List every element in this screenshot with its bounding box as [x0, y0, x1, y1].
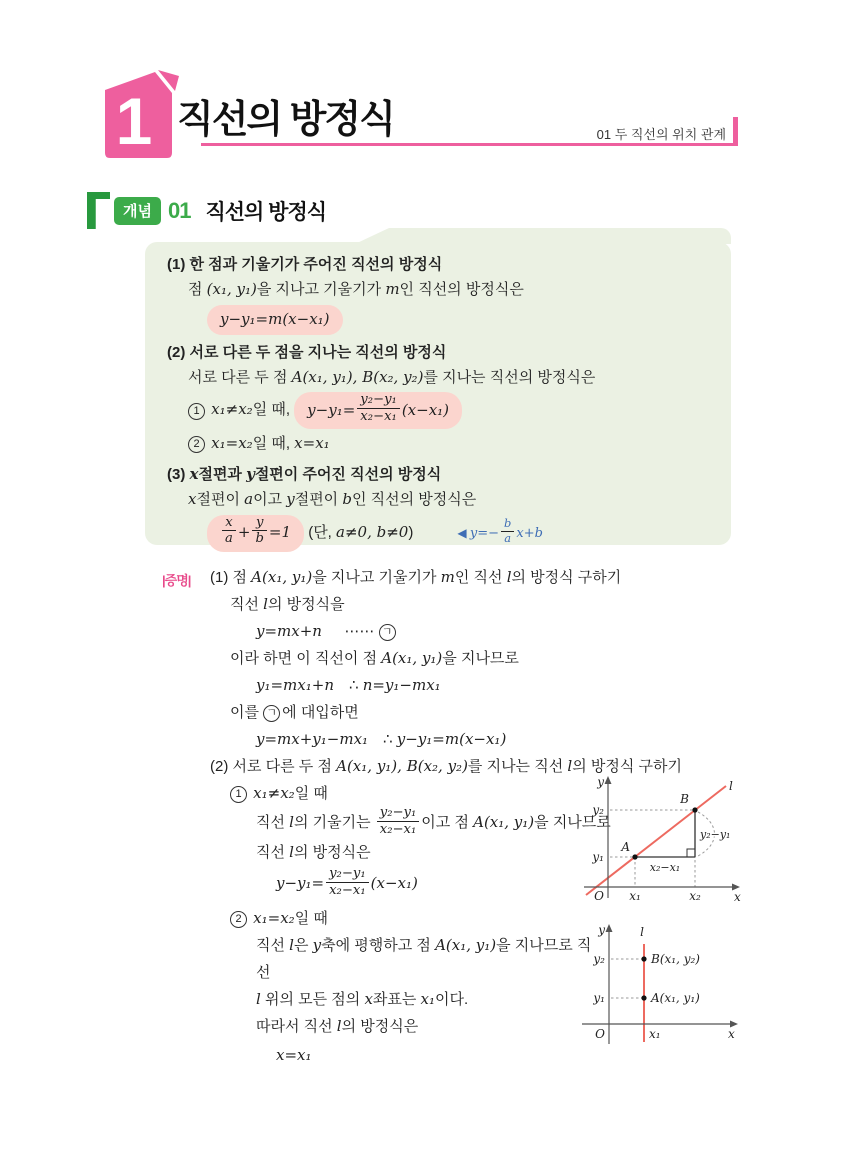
- x2-label: x₂: [689, 889, 701, 903]
- concept-number: 01: [167, 198, 191, 223]
- y2-label: y₂: [593, 952, 605, 966]
- text-line: y=mx+n ⋯⋯ ㄱ: [210, 618, 770, 645]
- math: l: [567, 757, 573, 775]
- text-line: (2) 서로 다른 두 점 A(x₁, y₁), B(x₂, y₂)를 지나는 직선 l의 방정식 구하기: [210, 757, 682, 775]
- math: x₁=x₂: [211, 433, 253, 452]
- math: l: [289, 936, 294, 955]
- text-line: (1) 점 A(x₁, y₁)을 지나고 기울기가 m인 직선 l의 방정식 구하기: [210, 568, 622, 586]
- math: l: [289, 813, 294, 832]
- origin-label: O: [594, 889, 604, 903]
- side-note: ◀ y=− $\frac{b}{a}$ x+b: [457, 516, 543, 545]
- concept-title: 직선의 방정식: [205, 201, 327, 224]
- text-line: y₁=mx₁+n ∴ n=y₁−mx₁: [256, 676, 441, 694]
- math: x: [188, 490, 197, 509]
- point-A: [641, 995, 646, 1000]
- text-line: 직선 l의 방정식은: [256, 843, 371, 862]
- math: $\frac{x}{a}$ + $\frac{y}{b}$ =1: [220, 523, 291, 541]
- y-axis-arrow: [605, 776, 612, 784]
- text-line: 1 x₁≠x₂일 때, y−y₁= $\frac{\text{y₂−y₁}}{\text{x₂−x₁}}$ (x−x₁): [167, 392, 707, 428]
- y1-label: y₁: [592, 850, 604, 864]
- text-line: l 위의 모든 점의 x좌표는 x₁이다.: [256, 990, 469, 1009]
- fraction: $\frac{\text{y₂−y₁}}{\text{x₂−x₁}}$: [326, 866, 369, 898]
- header-divider-line: [201, 143, 733, 146]
- math: y−y₁=m(x−x₁): [220, 309, 330, 328]
- point-B-label: B: [680, 792, 689, 806]
- point-A-label: A: [621, 840, 630, 854]
- x-axis-label: x: [734, 890, 741, 904]
- highlighted-formula: [207, 515, 304, 552]
- y2-label: y₂: [592, 803, 604, 817]
- text-line: 점 (x₁, y₁)을 지나고 기울기가 m인 직선의 방정식은: [188, 280, 524, 299]
- text-line: (2) 서로 다른 두 점을 지나는 직선의 방정식: [167, 343, 447, 361]
- text-line: 직선 l의 기울기는 $\frac{\text{y₂−y₁}}{\text{x₂−x₁}}$ 이고 점 A(x₁, y₁)을 지나므로: [256, 805, 611, 837]
- text-line: 2 x₁=x₂일 때: [210, 905, 770, 932]
- math: x₁≠x₂: [253, 784, 295, 802]
- fraction: $\frac{x}{a}$: [222, 515, 236, 547]
- math: b: [342, 490, 352, 509]
- section-reference: 01 두 직선의 위치 관계: [596, 127, 726, 142]
- circled-marker: 1: [188, 403, 205, 420]
- math: x₁: [420, 990, 436, 1009]
- text-line: 직선 l은 y축에 평행하고 점 A(x₁, y₁)을 지나므로 직선: [256, 936, 592, 982]
- delta-x-label: x₂−x₁: [649, 861, 681, 874]
- math: x: [189, 464, 199, 483]
- concept-bracket-icon: [87, 192, 110, 229]
- point-A-label: A(x₁, y₁): [651, 991, 700, 1005]
- text-line: (1) 한 점과 기울기가 주어진 직선의 방정식: [167, 256, 443, 273]
- math: m: [385, 280, 400, 299]
- dashed-guides: [611, 959, 644, 998]
- x1-label: x₁: [629, 889, 641, 903]
- chapter-number: 1: [115, 84, 153, 158]
- math: (x₁, y₁): [206, 280, 257, 299]
- y-axis-arrow: [606, 924, 613, 932]
- math: A(x₁, y₁): [381, 649, 443, 667]
- text-line: 2 x₁=x₂일 때, x=x₁: [167, 431, 707, 456]
- text-line: [167, 305, 707, 335]
- chapter-number-badge: [92, 66, 189, 161]
- text-line: 이를 ㄱ 에 대입하면: [230, 704, 359, 721]
- math: a: [244, 490, 254, 509]
- circled-marker: 1: [230, 786, 247, 803]
- y-axis-label: y: [598, 923, 605, 937]
- circled-marker: 2: [188, 436, 205, 453]
- math: [375, 805, 422, 837]
- line-l-label: l: [640, 925, 644, 939]
- y-axis-label: y: [597, 775, 604, 789]
- y1-label: y₁: [593, 991, 605, 1005]
- math: x=x₁: [276, 1046, 312, 1065]
- math: y−y₁= $\frac{\text{y₂−y₁}}{\text{x₂−x₁}}$ (x−x₁): [307, 392, 450, 425]
- text-line: y=mx+y₁−mx₁ ∴ y−y₁=m(x−x₁): [256, 730, 507, 748]
- text-line: 따라서 직선 l의 방정식은: [256, 1017, 419, 1036]
- math: l: [263, 595, 268, 613]
- x-axis-label: x: [728, 1027, 735, 1041]
- point-B-label: B(x₁, y₂): [651, 952, 700, 966]
- math: y₁=mx₁+n: [256, 676, 334, 694]
- math: y−y₁= $\frac{\text{y₂−y₁}}{\text{x₂−x₁}}$ (x−x₁): [276, 866, 418, 898]
- graph-vertical-line: [576, 916, 742, 1052]
- text-line: 직선 l의 방정식을: [230, 595, 345, 613]
- math: y=− $\frac{b}{a}$ x+b: [469, 516, 543, 545]
- fraction: $\frac{\text{y₂−y₁}}{\text{x₂−x₁}}$: [357, 392, 400, 424]
- concept-heading: [87, 192, 326, 230]
- concept-box-content: [145, 242, 731, 569]
- text-line: (3) x절편과 y절편이 주어진 직선의 방정식: [167, 464, 442, 483]
- text-line: 서로 다른 두 점 A(x₁, y₁), B(x₂, y₂)를 지나는 직선의 방정식은: [188, 368, 596, 387]
- text-line: 1 x₁≠x₂일 때: [210, 780, 770, 807]
- delta-y-label: y₂−y₁: [700, 828, 731, 841]
- text-line: $\frac{x}{a}$ + $\frac{y}{b}$ =1 (단, a≠0, b≠0) ◀ y=− $\frac{b}{a}$ x+b: [167, 515, 707, 552]
- circled-marker: ㄱ: [379, 624, 396, 641]
- math: A(x₁, y₁), B(x₂, y₂): [336, 757, 468, 775]
- math: a≠0, b≠0: [336, 522, 409, 541]
- math: x₁=x₂: [253, 909, 295, 928]
- math: A(x₁, y₁): [473, 813, 535, 832]
- math: A(x₁, y₁), B(x₂, y₂): [291, 368, 424, 387]
- math: y=mx+n: [256, 622, 322, 640]
- highlighted-formula: [207, 305, 343, 335]
- chapter-title: 직선의 방정식: [177, 99, 394, 141]
- graph-two-points-line: [578, 772, 744, 908]
- concept-badge: 개념: [114, 197, 161, 225]
- math: y: [312, 936, 322, 955]
- math: n=y₁−mx₁: [362, 676, 441, 694]
- math: y: [246, 464, 255, 483]
- math: m: [440, 568, 455, 586]
- highlighted-formula: [294, 392, 462, 428]
- math: l: [256, 990, 261, 1009]
- math: l: [506, 568, 512, 586]
- circled-marker: 2: [230, 911, 247, 928]
- math: x₁≠x₂: [211, 400, 253, 419]
- fraction: $\frac{\text{y₂−y₁}}{\text{x₂−x₁}}$: [377, 805, 420, 837]
- fraction: $\frac{b}{a}$: [501, 517, 514, 545]
- math: x: [364, 990, 373, 1009]
- text-line: x절편이 a이고 y절편이 b인 직선의 방정식은: [188, 490, 477, 509]
- math: y=mx+y₁−mx₁: [256, 730, 369, 748]
- text-line: 이라 하면 이 직선이 점 A(x₁, y₁)을 지나므로: [230, 649, 519, 667]
- math: l: [336, 1017, 342, 1036]
- line-l-label: l: [729, 779, 733, 793]
- point-B: [641, 956, 646, 961]
- origin-label: O: [595, 1027, 605, 1041]
- point-A: [632, 854, 637, 859]
- math: x=x₁: [294, 433, 330, 452]
- concept-box: [145, 242, 731, 545]
- point-B: [692, 807, 697, 812]
- math: y−y₁=m(x−x₁): [396, 730, 507, 748]
- right-angle-mark: [687, 849, 695, 857]
- fraction: $\frac{y}{b}$: [252, 515, 266, 547]
- header-divider-end-bar: [733, 117, 738, 146]
- proof-label: |증명|: [162, 573, 191, 588]
- math: y: [286, 490, 295, 509]
- circled-marker: ㄱ: [263, 705, 280, 722]
- math: l: [289, 843, 294, 862]
- x1-label: x₁: [649, 1027, 661, 1041]
- math: A(x₁, y₁): [251, 568, 313, 586]
- math: A(x₁, y₁): [435, 936, 497, 955]
